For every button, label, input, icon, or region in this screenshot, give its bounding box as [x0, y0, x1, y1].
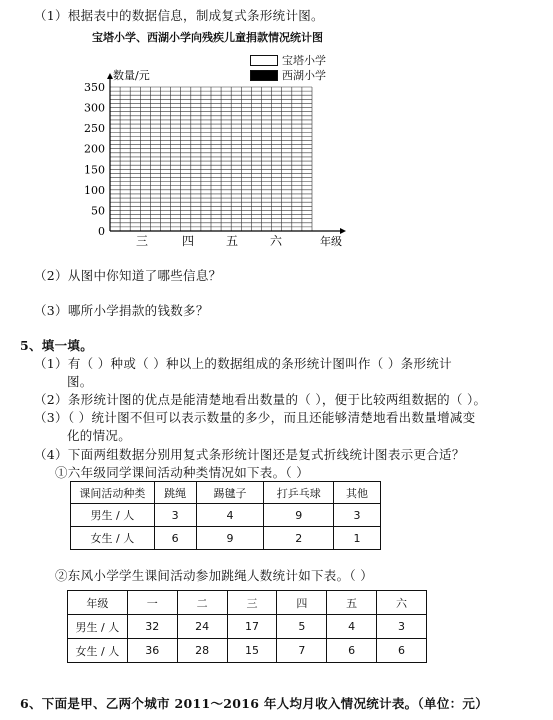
table-cell: 1: [334, 527, 381, 550]
table-header-cell: 一: [127, 591, 177, 615]
table-cell: 6: [377, 639, 427, 663]
section-5-title: 5、填一填。: [20, 338, 93, 353]
table-cell: 24: [177, 615, 227, 639]
table-cell: 7: [277, 639, 327, 663]
question-3: （3）哪所小学捐款的钱数多？: [34, 303, 209, 318]
section-5-item-3-cont: 化的情况。: [67, 428, 132, 443]
table-row: [68, 639, 427, 663]
table-cell: 3: [334, 504, 381, 527]
table-cell: 3: [154, 504, 196, 527]
table-header-cell: 六: [377, 591, 427, 615]
table-cell: 9: [264, 504, 334, 527]
x-axis-arrow: [340, 228, 346, 234]
table-cell: 6: [154, 527, 196, 550]
y-tick-label: 350: [84, 81, 105, 94]
table-row: [68, 615, 427, 639]
table-cell: 28: [177, 639, 227, 663]
table-header-cell: 三: [227, 591, 277, 615]
y-tick-label: 100: [84, 183, 105, 197]
table-header-cell: 踢毽子: [196, 482, 264, 504]
y-tick-label: 50: [91, 204, 105, 218]
activity-table: [70, 481, 381, 550]
x-tick-label: 六: [269, 234, 283, 248]
table-header-cell: 四: [277, 591, 327, 615]
x-axis-label: 年级: [320, 235, 342, 248]
table-cell: 2: [264, 527, 334, 550]
question-1: （1）根据表中的数据信息，制成复式条形统计图。: [34, 8, 324, 23]
question-2: （2）从图中你知道了哪些信息？: [34, 268, 222, 283]
y-tick-label: 200: [84, 142, 105, 156]
section-5-item-1: （1）有（ ）种或（ ）种以上的数据组成的条形统计图叫作（ ）条形统计: [34, 356, 452, 371]
table-cell: 6: [327, 639, 377, 663]
table-row: [71, 527, 381, 550]
section-5-item-1-cont: 图。: [67, 374, 93, 389]
table-cell: 17: [227, 615, 277, 639]
table-header-cell: 跳绳: [154, 482, 196, 504]
table-cell: 3: [377, 615, 427, 639]
table-cell: 9: [196, 527, 264, 550]
jump-rope-table: [67, 590, 427, 663]
section-6-title: 6、下面是甲、乙两个城市 2011～2016 年人均月收入情况统计表。（单位：元）: [20, 696, 489, 711]
table-row: [71, 504, 381, 527]
table-cell: 女生 / 人: [68, 639, 128, 663]
section-5-item-4-2: ②东风小学学生课间活动参加跳绳人数统计如下表。（ ）: [55, 568, 374, 583]
section-5-item-4: （4）下面两组数据分别用复式条形统计图还是复式折线统计图表示更合适？: [34, 447, 465, 462]
x-tick-label: 四: [181, 234, 195, 248]
table-cell: 男生 / 人: [71, 504, 155, 527]
y-tick-label: 250: [84, 122, 105, 136]
table-header-cell: 课间活动种类: [71, 482, 155, 504]
x-tick-label: 五: [225, 234, 239, 248]
table-header-cell: 其他: [334, 482, 381, 504]
table-cell: 女生 / 人: [71, 527, 155, 550]
section-5-item-3: （3）（ ）统计图不但可以表示数量的多少，而且还能够清楚地看出数量增减变: [34, 410, 476, 425]
y-tick-label: 150: [84, 163, 105, 177]
bar-chart: [0, 0, 553, 260]
table-cell: 36: [127, 639, 177, 663]
section-5-item-4-1: ①六年级同学课间活动种类情况如下表。（ ）: [55, 465, 310, 480]
y-tick-label: 300: [84, 101, 105, 115]
table-cell: 5: [277, 615, 327, 639]
chart-title: 宝塔小学、西湖小学向残疾儿童捐款情况统计图: [92, 31, 323, 44]
table-cell: 15: [227, 639, 277, 663]
table-cell: 4: [327, 615, 377, 639]
table-cell: 4: [196, 504, 264, 527]
table-cell: 32: [127, 615, 177, 639]
table-header-cell: 二: [177, 591, 227, 615]
y-axis-label: 数量/元: [113, 69, 150, 82]
table-cell: 男生 / 人: [68, 615, 128, 639]
table-header-cell: 打乒乓球: [264, 482, 334, 504]
table-header-cell: 年级: [68, 591, 128, 615]
y-tick-label: 0: [98, 225, 105, 238]
x-tick-label: 三: [135, 234, 149, 248]
table-header-cell: 五: [327, 591, 377, 615]
legend-label-baota: 宝塔小学: [282, 54, 326, 67]
legend-label-xihu: 西湖小学: [282, 69, 326, 82]
section-5-item-2: （2）条形统计图的优点是能清楚地看出数量的（ ），便于比较两组数据的（ ）。: [34, 392, 487, 407]
